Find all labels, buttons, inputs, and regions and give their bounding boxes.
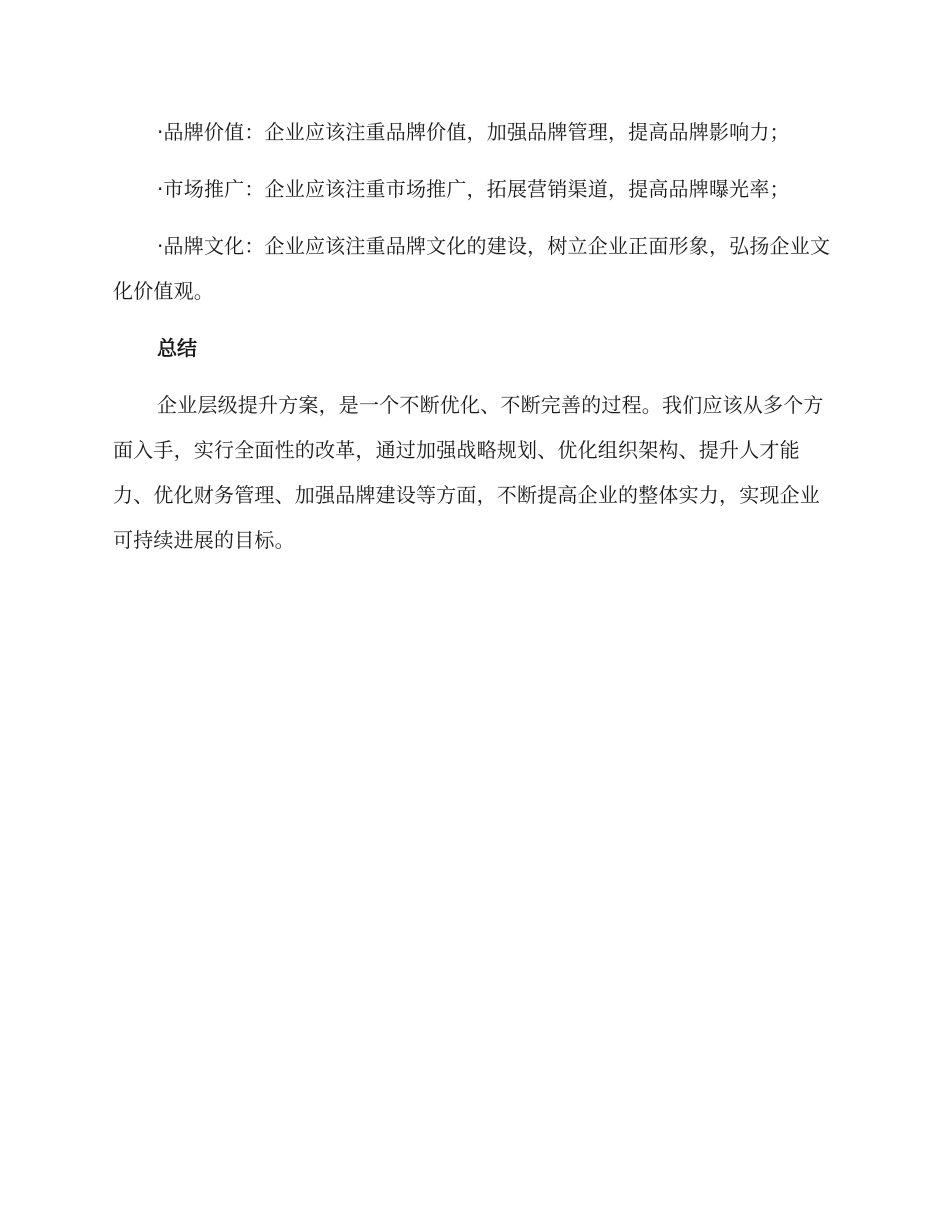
document-page: [113, 110, 833, 563]
bullet-market-promotion: ·市场推广：企业应该注重市场推广，拓展营销渠道，提高品牌曝光率；: [157, 177, 790, 201]
summary-heading: 总结: [157, 336, 197, 360]
bullet-brand-culture: ·品牌文化：企业应该注重品牌文化的建设，树立企业正面形象，弘扬企业文化价值观。: [113, 234, 831, 303]
bullet-brand-value: ·品牌价值：企业应该注重品牌价值，加强品牌管理，提高品牌影响力；: [157, 120, 790, 144]
summary-paragraph: 企业层级提升方案，是一个不断优化、不断完善的过程。我们应该从多个方面入手，实行全面性的改革，通过加强战略规划、优化组织架构、提升人才能力、优化财务管理、加强品牌建设等方面，不断提高企业的整体实力，实现企业可持续进展的目标。: [113, 393, 824, 552]
